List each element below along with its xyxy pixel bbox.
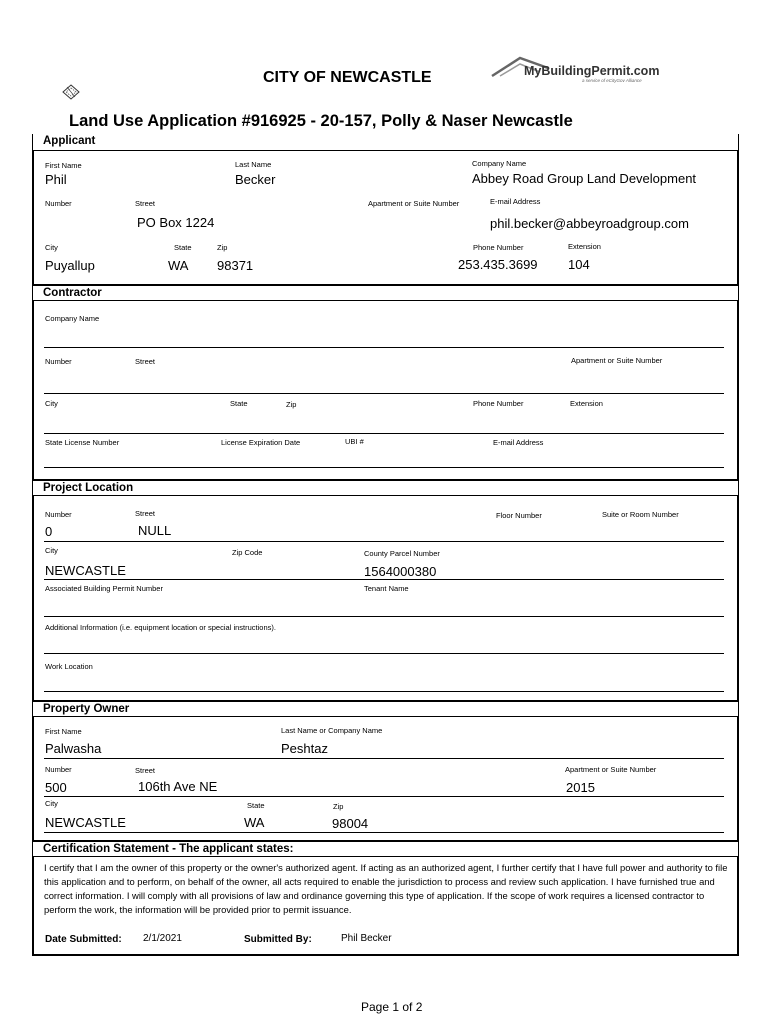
applicant-number-label: Number	[45, 199, 72, 208]
project-suite-label: Suite or Room Number	[602, 510, 679, 519]
applicant-extension-value[interactable]: 104	[568, 257, 590, 272]
applicant-apartment-label: Apartment or Suite Number	[368, 199, 460, 208]
applicant-last-name-value[interactable]: Becker	[235, 172, 276, 187]
contractor-state-label: State	[230, 399, 248, 408]
contractor-city-label: City	[45, 399, 58, 408]
project-city-line	[44, 579, 724, 580]
project-parcel-label: County Parcel Number	[364, 549, 440, 558]
logo-text: MyBuildingPermit.com	[524, 64, 660, 78]
owner-section-title: Property Owner	[33, 700, 738, 717]
project-floor-label: Floor Number	[496, 511, 542, 520]
certification-section-title: Certification Statement - The applicant states:	[33, 840, 738, 857]
owner-apartment-label: Apartment or Suite Number	[565, 765, 657, 774]
contractor-number-label: Number	[45, 357, 72, 366]
contractor-license-exp-label: License Expiration Date	[221, 438, 301, 447]
owner-apartment-value[interactable]: 2015	[566, 780, 595, 795]
project-work-location-label: Work Location	[45, 662, 93, 671]
applicant-section-title: Applicant	[33, 134, 738, 151]
owner-number-value[interactable]: 500	[45, 780, 67, 795]
owner-last-name-label: Last Name or Company Name	[281, 726, 383, 735]
applicant-email-value[interactable]: phil.becker@abbeyroadgroup.com	[490, 216, 689, 231]
date-submitted-value[interactable]: 2/1/2021	[143, 933, 182, 944]
applicant-phone-label: Phone Number	[473, 243, 524, 252]
project-zip-label: Zip Code	[232, 548, 263, 557]
owner-address-line	[44, 796, 724, 797]
submitted-by-value[interactable]: Phil Becker	[341, 933, 392, 944]
owner-first-name-label: First Name	[45, 727, 82, 736]
application-title: Land Use Application #916925 - 20-157, Polly & Naser Newcastle	[69, 112, 573, 130]
owner-city-line	[44, 832, 724, 833]
project-number-label: Number	[45, 510, 72, 519]
owner-name-line	[44, 758, 724, 759]
owner-city-label: City	[45, 799, 58, 808]
owner-last-name-value[interactable]: Peshtaz	[281, 741, 328, 756]
owner-state-value[interactable]: WA	[244, 815, 265, 830]
applicant-state-value[interactable]: WA	[168, 258, 189, 273]
project-additional-label: Additional Information (i.e. equipment location or special instructions).	[45, 623, 276, 632]
applicant-zip-value[interactable]: 98371	[217, 258, 254, 273]
project-number-value[interactable]: 0	[45, 524, 53, 539]
contractor-ubi-label: UBI #	[345, 437, 364, 446]
applicant-first-name-label: First Name	[45, 161, 82, 170]
project-parcel-value[interactable]: 1564000380	[364, 564, 437, 579]
contractor-email-label: E-mail Address	[493, 438, 544, 447]
contractor-license-label: State License Number	[45, 438, 120, 447]
applicant-first-name-value[interactable]: Phil	[45, 172, 67, 187]
project-tenant-label: Tenant Name	[364, 584, 409, 593]
applicant-state-label: State	[174, 243, 192, 252]
project-city-value[interactable]: NEWCASTLE	[45, 563, 126, 578]
contractor-apartment-label: Apartment or Suite Number	[571, 356, 663, 365]
project-permit-line	[44, 616, 724, 617]
applicant-phone-value[interactable]: 253.435.3699	[458, 257, 538, 272]
mybuildingpermit-logo	[490, 52, 660, 92]
city-title: CITY OF NEWCASTLE	[263, 69, 432, 86]
project-street-value[interactable]: NULL	[138, 523, 172, 538]
contractor-extension-label: Extension	[570, 399, 603, 408]
contractor-company-label: Company Name	[45, 314, 100, 323]
logo-tagline: a service of eCityGov Alliance	[582, 78, 642, 83]
date-submitted-label: Date Submitted:	[45, 934, 122, 945]
applicant-street-value[interactable]: PO Box 1224	[137, 215, 215, 230]
applicant-email-label: E-mail Address	[490, 197, 541, 206]
owner-state-label: State	[247, 801, 265, 810]
owner-street-label: Street	[135, 766, 156, 775]
contractor-company-line	[44, 347, 724, 348]
applicant-extension-label: Extension	[568, 242, 601, 251]
project-assoc-permit-label: Associated Building Permit Number	[45, 584, 163, 593]
owner-number-label: Number	[45, 765, 72, 774]
contractor-address-line	[44, 393, 724, 394]
project-address-line	[44, 541, 724, 542]
applicant-zip-label: Zip	[217, 243, 228, 252]
project-city-label: City	[45, 546, 58, 555]
applicant-last-name-label: Last Name	[235, 160, 272, 169]
project-additional-line	[44, 653, 724, 654]
project-work-location-line	[44, 691, 724, 692]
contractor-city-line	[44, 433, 724, 434]
contractor-section-title: Contractor	[33, 284, 738, 301]
owner-first-name-value[interactable]: Palwasha	[45, 741, 102, 756]
applicant-company-label: Company Name	[472, 159, 527, 168]
contractor-street-label: Street	[135, 357, 156, 366]
city-seal-icon	[62, 84, 80, 105]
project-section-title: Project Location	[33, 479, 738, 496]
contractor-zip-label: Zip	[286, 400, 297, 409]
contractor-phone-label: Phone Number	[473, 399, 524, 408]
applicant-city-label: City	[45, 243, 58, 252]
applicant-company-value[interactable]: Abbey Road Group Land Development	[472, 171, 697, 186]
owner-street-value[interactable]: 106th Ave NE	[138, 779, 218, 794]
page-number: Page 1 of 2	[361, 1000, 423, 1014]
applicant-street-label: Street	[135, 199, 156, 208]
owner-zip-value[interactable]: 98004	[332, 816, 369, 831]
owner-zip-label: Zip	[333, 802, 344, 811]
owner-city-value[interactable]: NEWCASTLE	[45, 815, 126, 830]
submitted-by-label: Submitted By:	[244, 934, 312, 945]
project-street-label: Street	[135, 509, 156, 518]
applicant-city-value[interactable]: Puyallup	[45, 258, 95, 273]
certification-text: I certify that I am the owner of this property or the owner's authorized agent. If acting as an authorized agent, I further certify that I have full power and authority to file this application and to perform, on behalf of the owner, all acts required to enable the jurisdiction to process and review such application. I have furnished true and correct information. I will comply with all provisions of law and ordinance governing this type of application. If the scope of work requires a licensed contractor to perform the work, the information will be provided prior to permit issuance.	[44, 862, 728, 915]
contractor-license-line	[44, 467, 724, 468]
